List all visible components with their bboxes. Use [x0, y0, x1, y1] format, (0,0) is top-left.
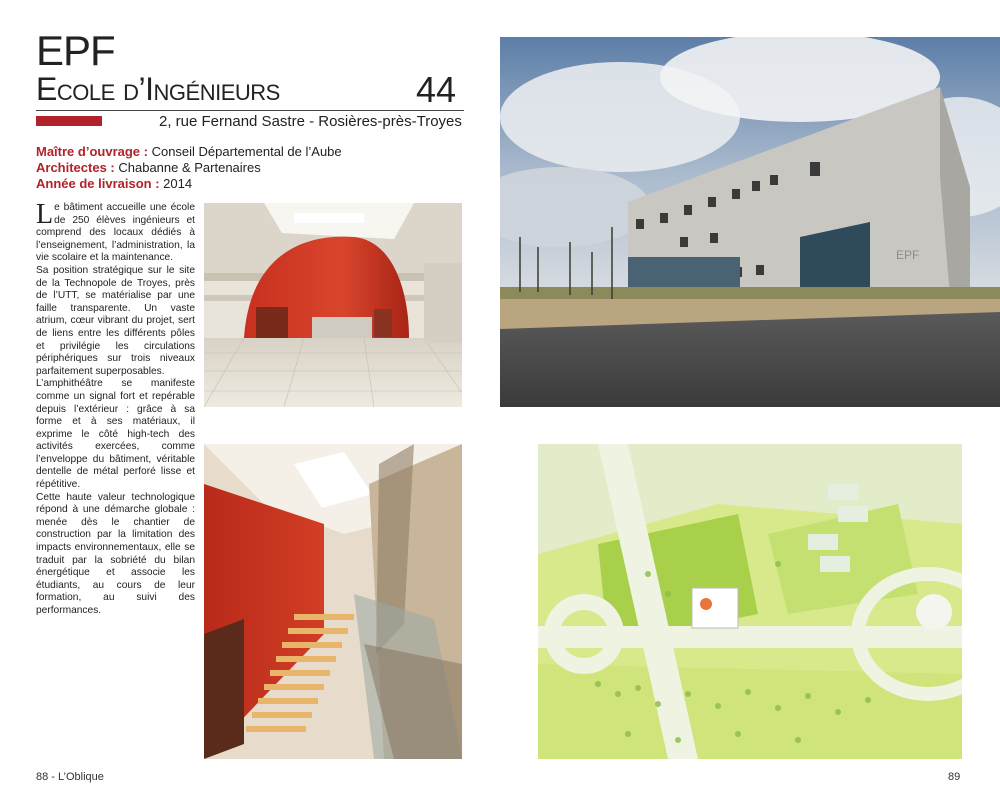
architects-label: Architectes : [36, 160, 115, 175]
architects-value: Chabanne & Partenaires [114, 160, 261, 175]
body-text [36, 199, 195, 618]
footer-left: 88 - L’Oblique [36, 771, 104, 783]
dropcap: L [36, 199, 54, 230]
year-label: Année de livraison : [36, 176, 160, 191]
owner-value: Conseil Départemental de l’Aube [147, 144, 342, 159]
architects-line [36, 160, 342, 176]
owner-line [36, 144, 342, 160]
paragraph-2: Sa position stratégique sur le site de la Technopole de Troyes, près de l’UTT, se matérialise par une faille transparente. Un vaste atrium, cœur vibrant du projet, sert de liens entre les différents pôles et privilégie les circulations périphériques sur trois niveaux parfaitement superposables. [36, 264, 195, 377]
project-number: 44 [416, 69, 457, 110]
paragraph-4: Cette haute valeur technologique répond à une démarche globale : menée dès le chantier de construction par la limitation des impacts environnementaux, elle se traduit par la sobriété du bilan énergétique et associe les étudiants, au cours de leur formation, au suivi des performances. [36, 491, 195, 616]
paragraph-1: Le bâtiment accueille une école de 250 élèves ingénieurs et comprend des locaux dédiés à l’enseignement, l’administration, la vie scolaire et la maintenance. [36, 199, 195, 264]
title-line-2: Ecole d’Ingénieurs [36, 71, 280, 107]
building-sign: EPF [896, 248, 920, 262]
title-rule [36, 110, 464, 111]
photo-exterior [500, 37, 1000, 407]
project-meta [36, 144, 342, 192]
paragraph-3: L’amphithéâtre se manifeste comme un signal fort et repérable depuis l’extérieur : grâce à sa forme et à ses matériaux, il exprime le côté high-tech des activités exercées, comme l’enveloppe du bâtiment, véritable dentelle de métal perforé lisse et répétitive. [36, 378, 195, 491]
photo-staircase [204, 444, 462, 759]
red-accent-bar [36, 116, 102, 126]
page-number: 89 [948, 771, 961, 783]
photo-site-plan [538, 444, 962, 759]
title-line-1: EPF [36, 27, 115, 74]
photo-atrium [204, 203, 462, 407]
address: 2, rue Fernand Sastre - Rosières-près-Troyes [159, 113, 462, 130]
year-value: 2014 [159, 176, 193, 191]
year-line [36, 176, 342, 192]
owner-label: Maître d’ouvrage : [36, 144, 148, 159]
